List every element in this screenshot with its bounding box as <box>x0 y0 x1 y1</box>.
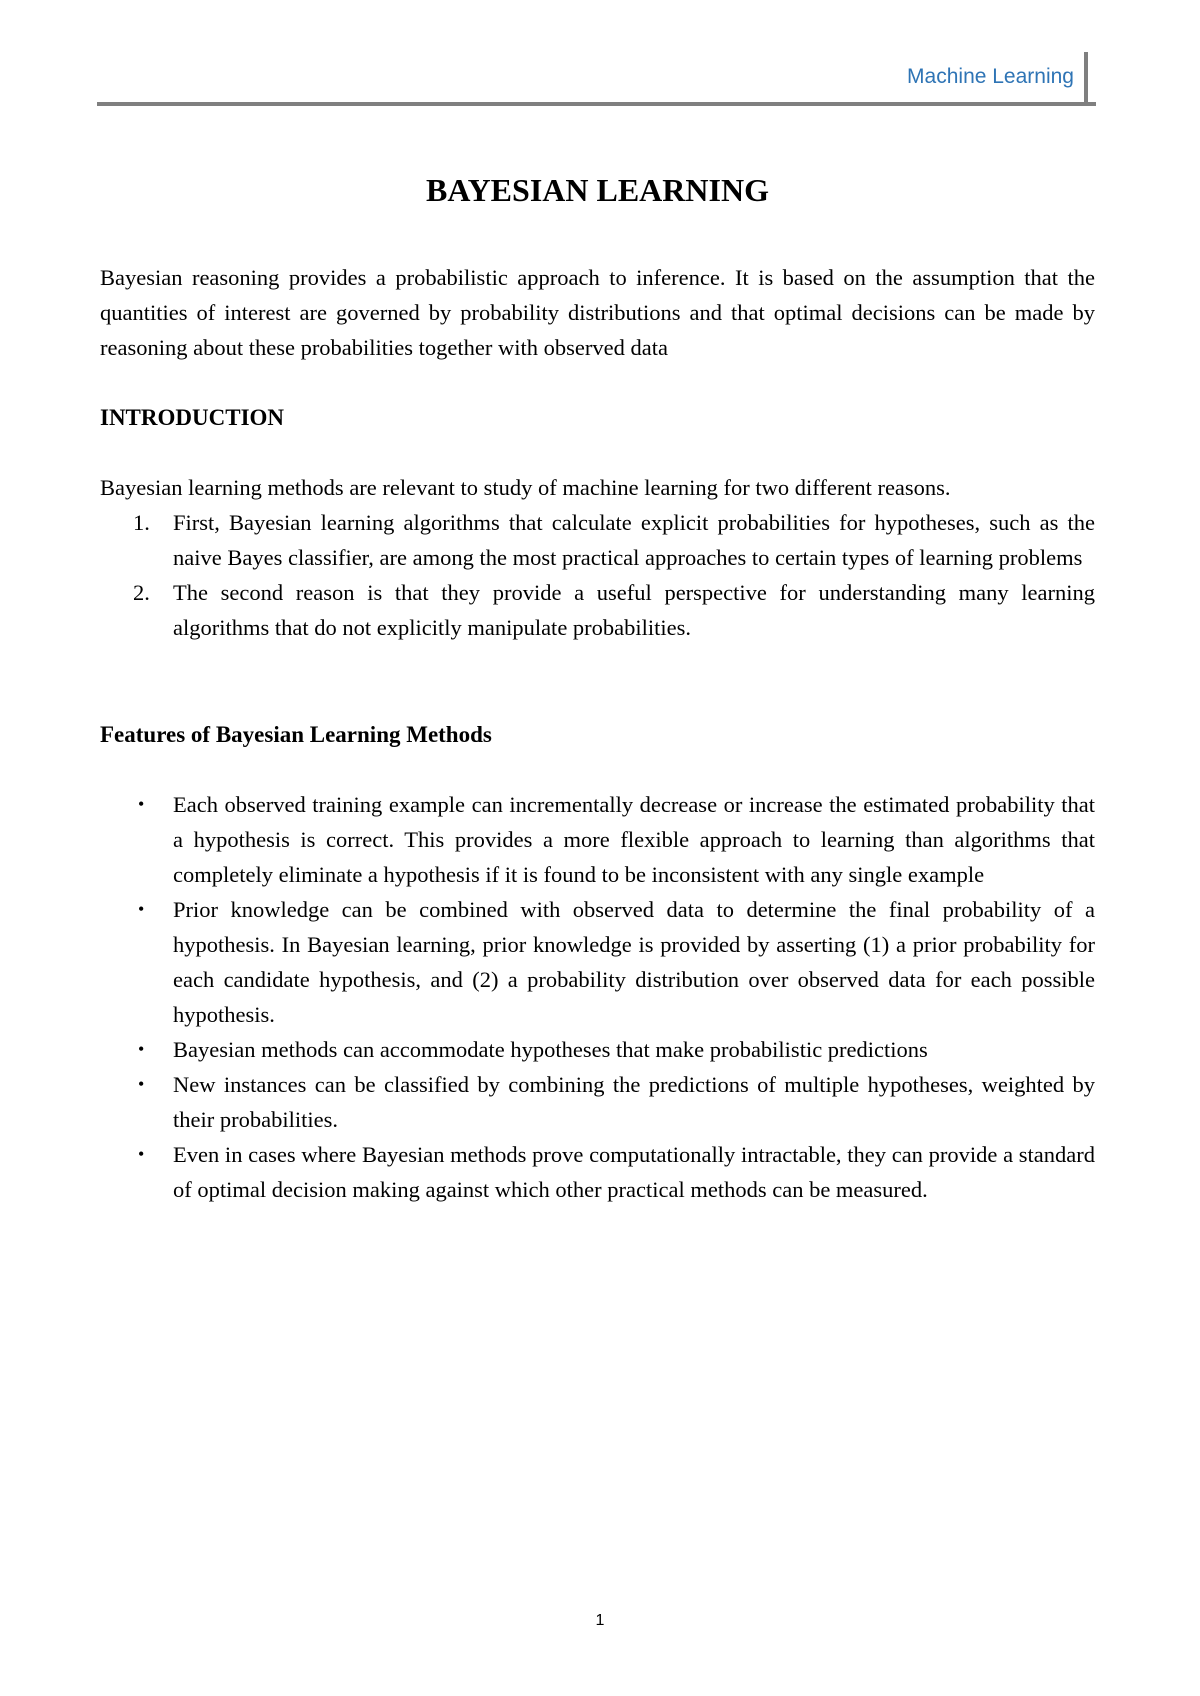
list-item-text: First, Bayesian learning algorithms that calculate explicit probabilities for hypotheses, such as the naive Bayes classifier, are among the most practical approaches to certain types of learning problems <box>173 510 1095 570</box>
bullet-icon: • <box>138 1039 145 1059</box>
bullet-icon: • <box>138 794 145 814</box>
list-item <box>100 505 1095 575</box>
header-vertical-divider <box>1084 52 1088 102</box>
page-number: 1 <box>595 1612 605 1629</box>
list-item-text: Bayesian methods can accommodate hypotheses that make probabilistic predictions <box>173 1037 928 1062</box>
list-item-text: New instances can be classified by combining the predictions of multiple hypotheses, weighted by their probabilities. <box>173 1072 1095 1132</box>
list-item <box>100 787 1095 892</box>
bullet-icon: • <box>138 899 145 919</box>
list-item-text: The second reason is that they provide a useful perspective for understanding many learning algorithms that do not explicitly manipulate probabilities. <box>173 580 1095 640</box>
features-heading: Features of Bayesian Learning Methods <box>100 722 492 747</box>
introduction-heading: INTRODUCTION <box>100 405 285 430</box>
list-item <box>100 892 1095 1032</box>
reasons-list <box>100 505 1095 645</box>
introduction-lead: Bayesian learning methods are relevant to study of machine learning for two different reasons. <box>100 475 951 500</box>
list-item-text: Prior knowledge can be combined with observed data to determine the final probability of a hypothesis. In Bayesian learning, prior knowledge is provided by asserting (1) a prior probability for each candidate hypothesis, and (2) a probability distribution over observed data for each possible hypothesis. <box>173 897 1095 1027</box>
features-list <box>100 787 1095 1207</box>
header-rule <box>97 102 1096 106</box>
list-item-text: Even in cases where Bayesian methods prove computationally intractable, they can provide a standard of optimal decision making against which other practical methods can be measured. <box>173 1142 1095 1202</box>
document-body <box>100 170 1095 1207</box>
list-item-text: Each observed training example can incrementally decrease or increase the estimated probability that a hypothesis is correct. This provides a more flexible approach to learning than algorithms that completely eliminate a hypothesis if it is found to be inconsistent with any single example <box>173 792 1095 887</box>
list-item <box>100 1067 1095 1137</box>
document-title: BAYESIAN LEARNING <box>426 172 769 208</box>
bullet-icon: • <box>138 1074 145 1094</box>
list-item <box>100 1137 1095 1207</box>
list-number: 1. <box>133 510 150 535</box>
bullet-icon: • <box>138 1144 145 1164</box>
list-item <box>100 575 1095 645</box>
page-header <box>97 52 1096 106</box>
intro-paragraph: Bayesian reasoning provides a probabilistic approach to inference. It is based on the assumption that the quantities of interest are governed by probability distributions and that optimal decisions can be made by reasoning about these probabilities together with observed data <box>100 265 1095 360</box>
list-item <box>100 1032 1095 1067</box>
header-title: Machine Learning <box>907 65 1074 88</box>
list-number: 2. <box>133 580 150 605</box>
